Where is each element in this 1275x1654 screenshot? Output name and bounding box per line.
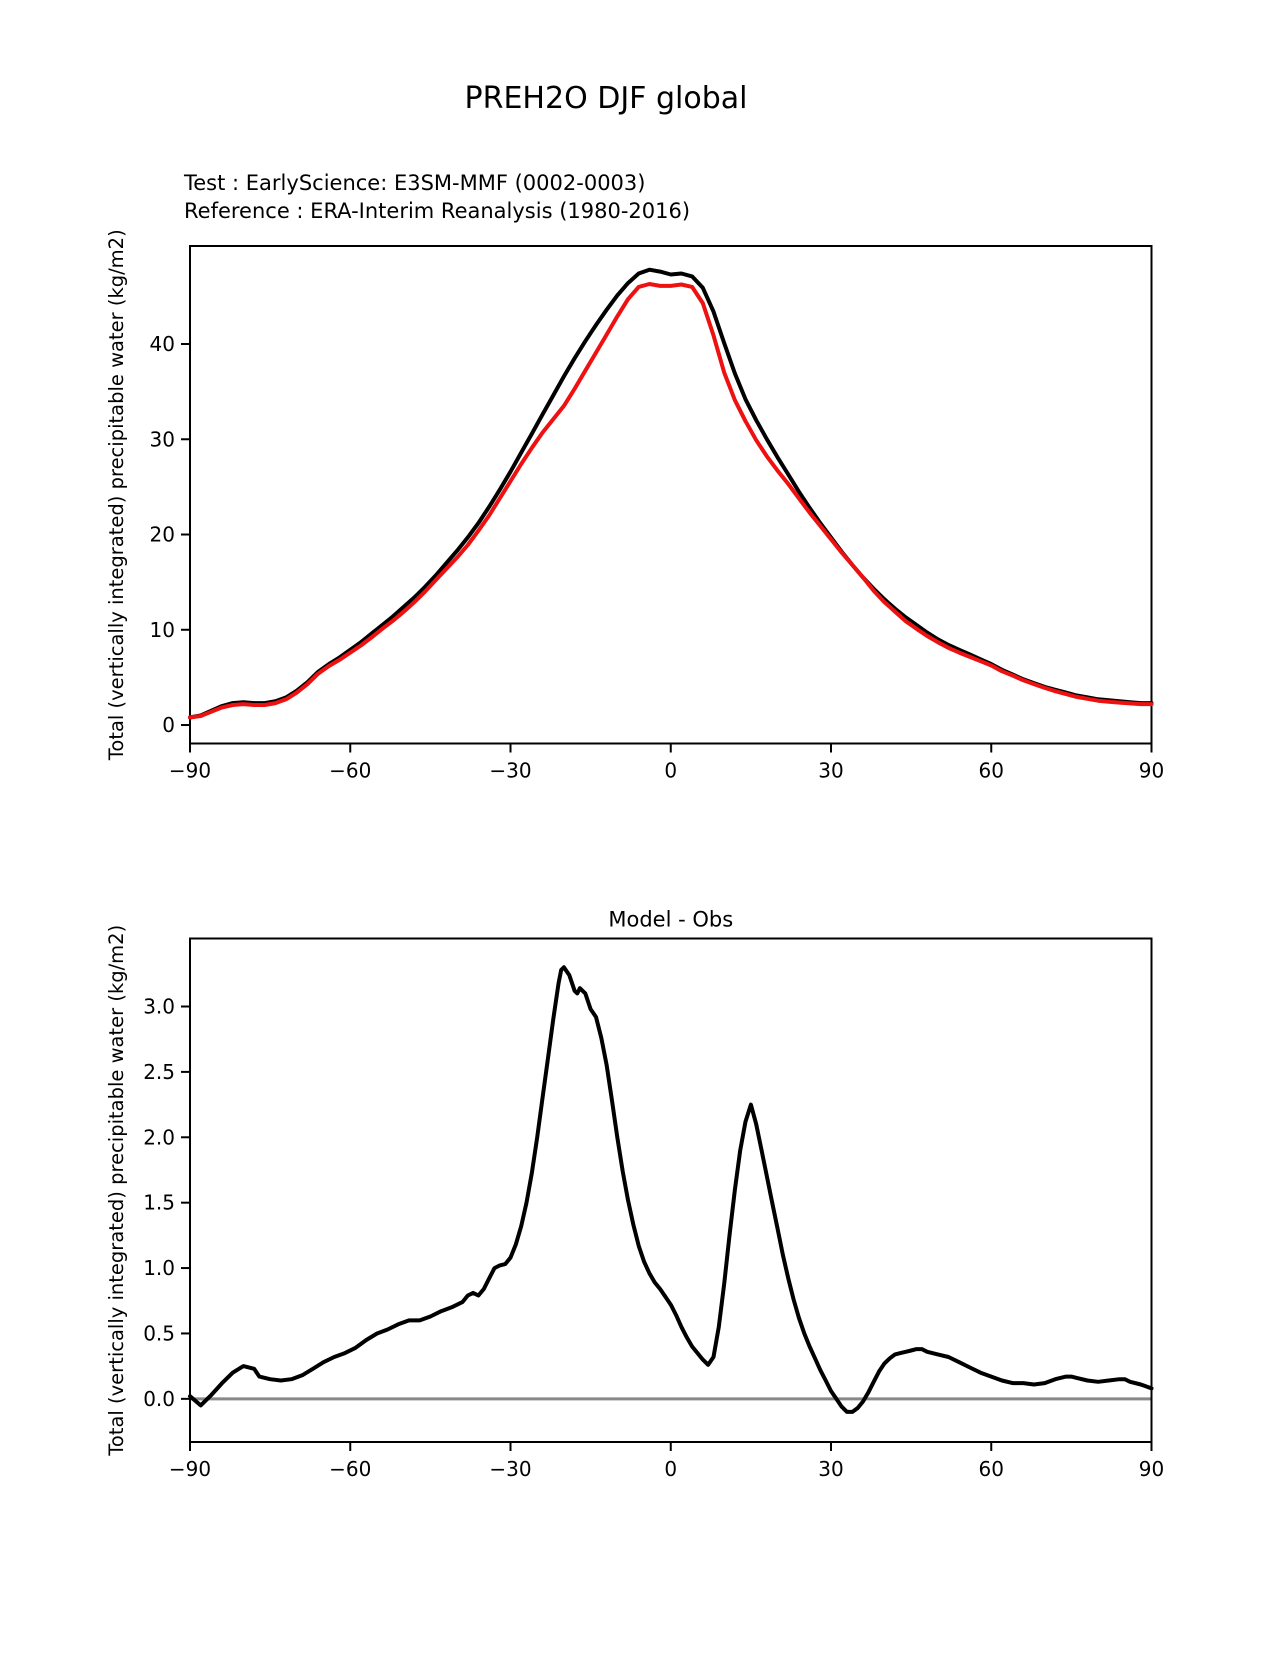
axes-frame xyxy=(190,246,1152,744)
x-tick-label: 90 xyxy=(1138,1457,1165,1481)
x-tick-label: −60 xyxy=(329,1457,372,1481)
figure-title: PREH2O DJF global xyxy=(464,81,748,116)
x-tick-label: −60 xyxy=(329,758,372,783)
chart-bottom-model-minus-obs xyxy=(105,908,1164,1482)
reference-curve xyxy=(190,284,1152,717)
legend-reference-label: Reference : ERA-Interim Reanalysis (1980-2016) xyxy=(184,199,691,223)
y-tick-label: 10 xyxy=(149,617,175,642)
x-tick-label: 30 xyxy=(818,758,844,783)
y-tick-label: 20 xyxy=(149,522,175,547)
y-tick-label: 1.5 xyxy=(143,1190,175,1215)
diff-curve xyxy=(190,967,1152,1412)
y-tick-label: 2.0 xyxy=(143,1125,175,1150)
x-tick-label: 0 xyxy=(664,758,678,783)
x-tick-label: 30 xyxy=(818,1457,844,1481)
x-tick-label: −90 xyxy=(168,1457,212,1481)
legend-test-label: Test : EarlyScience: E3SM-MMF (0002-0003) xyxy=(184,171,646,195)
y-tick-label: 2.5 xyxy=(143,1059,175,1084)
x-tick-label: −30 xyxy=(489,1457,532,1481)
y-tick-label: 0 xyxy=(162,713,175,738)
x-tick-label: −30 xyxy=(489,758,532,783)
y-tick-label: 3.0 xyxy=(143,994,175,1019)
x-tick-label: −90 xyxy=(168,758,212,783)
y-tick-label: 1.0 xyxy=(143,1256,175,1281)
test-curve xyxy=(190,270,1152,718)
x-tick-label: 90 xyxy=(1138,758,1165,783)
y-tick-label: 30 xyxy=(149,427,175,452)
axes-frame xyxy=(190,939,1152,1443)
y-axis-label: Total (vertically integrated) precipitable water (kg/m2) xyxy=(105,229,128,761)
y-tick-label: 40 xyxy=(149,332,175,357)
y-tick-label: 0.5 xyxy=(143,1321,175,1346)
y-tick-label: 0.0 xyxy=(143,1386,175,1411)
x-tick-label: 60 xyxy=(978,758,1004,783)
axes-title: Model - Obs xyxy=(608,907,734,932)
x-tick-label: 60 xyxy=(978,1457,1004,1481)
y-axis-label: Total (vertically integrated) precipitable water (kg/m2) xyxy=(105,924,128,1456)
x-tick-label: 0 xyxy=(664,1457,678,1481)
chart-top-precipitable-water xyxy=(105,229,1164,782)
